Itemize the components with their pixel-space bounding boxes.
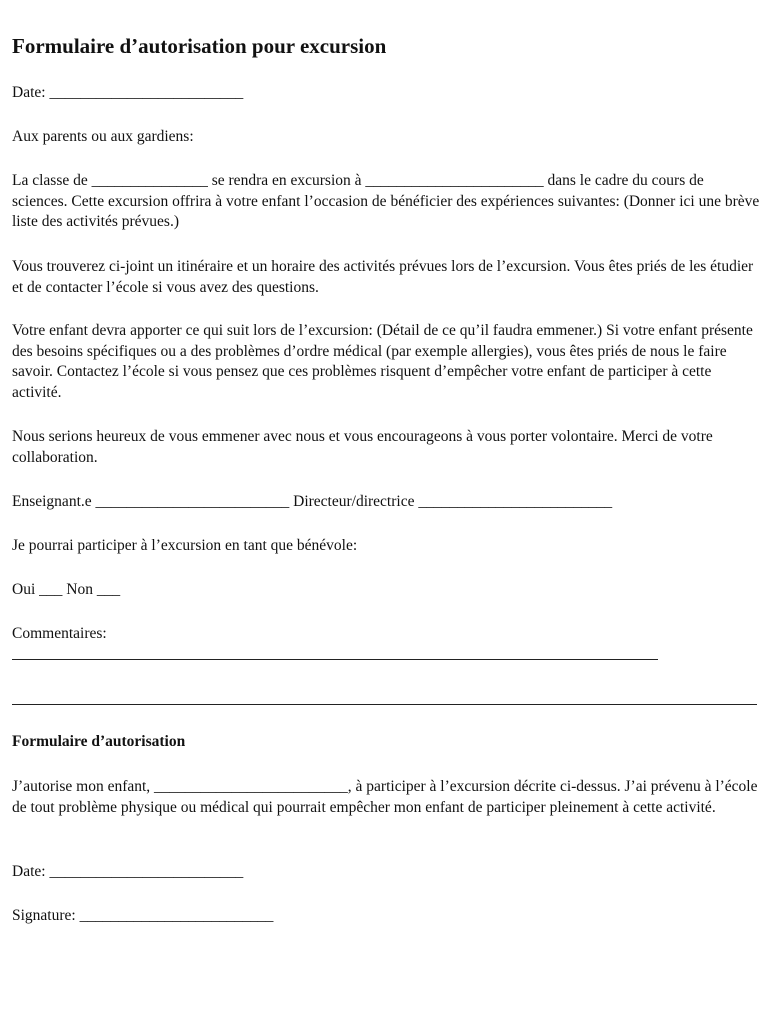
date-field: Date: _________________________ xyxy=(12,84,244,101)
paragraph-itinerary: Vous trouverez ci-joint un itinéraire et un horaire des activités prévues lors de l’excursion. Vous êtes priés de les étudier et de contacter l’école si vous avez des questions. xyxy=(12,258,754,296)
salutation: Aux parents ou aux gardiens: xyxy=(12,128,194,145)
comments-label: Commentaires: xyxy=(12,625,107,642)
signature-field: Signature: _________________________ xyxy=(12,907,274,924)
comments-line xyxy=(12,659,658,660)
teacher-director-signatures: Enseignant.e _________________________ Directeur/directrice _________________________ xyxy=(12,493,613,510)
paragraph-volunteer-invite: Nous serions heureux de vous emmener avec nous et vous encourageons à vous porter volontaire. Merci de votre collaboration. xyxy=(12,428,713,466)
paragraph-class-trip: La classe de _______________ se rendra en excursion à _______________________ dans le cadre du cours de sciences. Cette excursion offrira à votre enfant l’occasion de bénéficier des expériences suivantes: (Donner ici une brève liste des activités prévues.) xyxy=(12,172,760,230)
authorization-title: Formulaire d’autorisation xyxy=(12,733,186,750)
authorization-date-field: Date: _________________________ xyxy=(12,863,244,880)
yes-no-choice: Oui ___ Non ___ xyxy=(12,581,121,598)
document-title: Formulaire d’autorisation pour excursion xyxy=(12,34,387,58)
paragraph-items-to-bring: Votre enfant devra apporter ce qui suit lors de l’excursion: (Détail de ce qu’il faudra emmener.) Si votre enfant présente des besoins spécifiques ou a des problèmes d’ordre médical (par exemple allergies), vous êtes priés de nous le faire savoir. Contactez l’école si vous pensez que ces problèmes risquent d’empêcher votre enfant de participer à cette activité. xyxy=(12,322,753,401)
volunteer-question: Je pourrai participer à l’excursion en tant que bénévole: xyxy=(12,537,358,554)
authorization-text: J’autorise mon enfant, _________________________, à participer à l’excursion décrite ci-dessus. J’ai prévenu à l’école de tout problème physique ou médical qui pourrait empêcher mon enfant de participer pleinement à cette activité. xyxy=(12,778,758,816)
cut-line-divider xyxy=(12,704,757,705)
